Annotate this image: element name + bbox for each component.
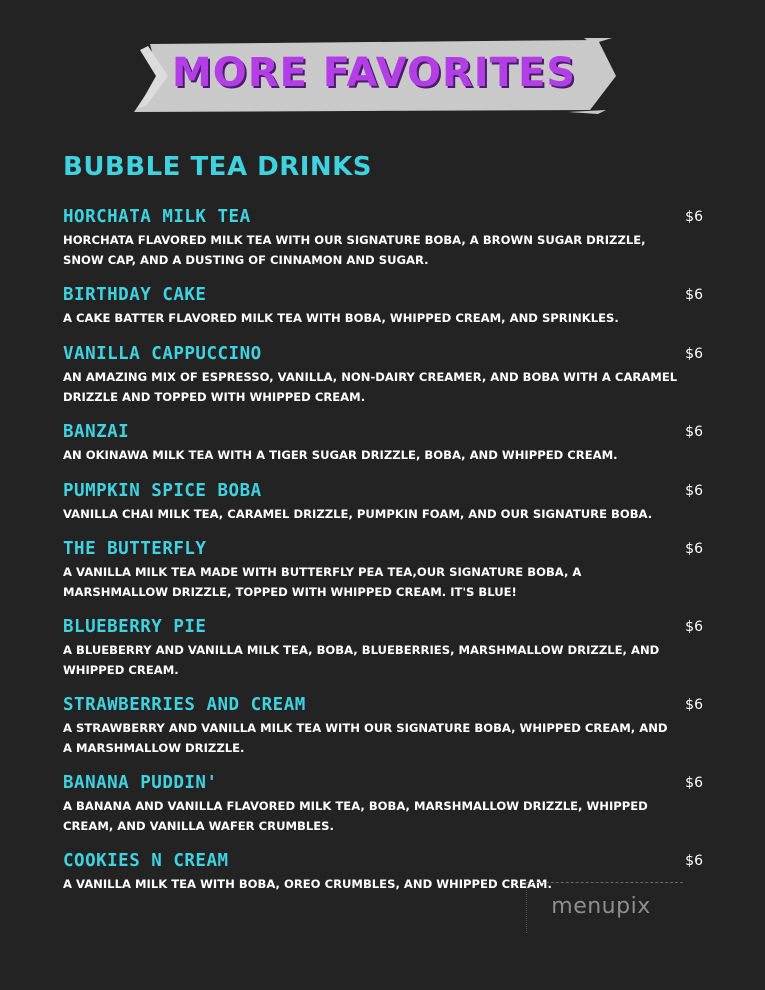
- item-desc: A VANILLA MILK TEA MADE WITH BUTTERFLY PEA TEA,OUR SIGNATURE BOBA, A MARSHMALLOW DRIZZLE, TOPPED WITH WHIPPED CREAM. IT'S BLUE!: [63, 565, 582, 599]
- menu-item: [63, 771, 703, 849]
- item-desc: A BLUEBERRY AND VANILLA MILK TEA, BOBA, BLUEBERRIES, MARSHMALLOW DRIZZLE, AND WHIPPED CREAM.: [63, 643, 660, 677]
- menu-item: [63, 537, 703, 615]
- item-price: $6: [685, 346, 703, 362]
- item-name: BANANA PUDDIN': [63, 773, 218, 793]
- item-price: $6: [685, 287, 703, 303]
- item-price: $6: [685, 697, 703, 713]
- menu-list: [63, 205, 703, 899]
- menu-item: [63, 693, 703, 771]
- item-price: $6: [685, 619, 703, 635]
- item-price: $6: [685, 775, 703, 791]
- item-price: $6: [685, 483, 703, 499]
- menu-item: [63, 479, 703, 537]
- menupix-watermark: [526, 882, 684, 934]
- menu-item: [63, 283, 703, 342]
- item-desc: A STRAWBERRY AND VANILLA MILK TEA WITH OUR SIGNATURE BOBA, WHIPPED CREAM, AND A MARSHMALLOW DRIZZLE.: [63, 721, 668, 755]
- item-name: COOKIES N CREAM: [63, 851, 229, 871]
- item-desc: AN OKINAWA MILK TEA WITH A TIGER SUGAR DRIZZLE, BOBA, AND WHIPPED CREAM.: [63, 448, 618, 462]
- item-desc: AN AMAZING MIX OF ESPRESSO, VANILLA, NON-DAIRY CREAMER, AND BOBA WITH A CARAMEL DRIZZLE AND TOPPED WITH WHIPPED CREAM.: [63, 370, 678, 404]
- item-desc: VANILLA CHAI MILK TEA, CARAMEL DRIZZLE, PUMPKIN FOAM, AND OUR SIGNATURE BOBA.: [63, 507, 653, 521]
- item-price: $6: [685, 853, 703, 869]
- item-name: BANZAI: [63, 422, 130, 442]
- item-name: BLUEBERRY PIE: [63, 617, 207, 637]
- watermark-text: menupix: [551, 894, 651, 919]
- item-name: THE BUTTERFLY: [63, 539, 207, 559]
- item-name: VANILLA CAPPUCCINO: [63, 344, 262, 364]
- item-name: STRAWBERRIES AND CREAM: [63, 695, 306, 715]
- item-desc: A BANANA AND VANILLA FLAVORED MILK TEA, BOBA, MARSHMALLOW DRIZZLE, WHIPPED CREAM, AND VANILLA WAFER CRUMBLES.: [63, 799, 648, 833]
- item-name: PUMPKIN SPICE BOBA: [63, 481, 262, 501]
- item-name: BIRTHDAY CAKE: [63, 285, 207, 305]
- menu-item: [63, 342, 703, 420]
- menu-item: [63, 615, 703, 693]
- banner-title: MORE FAVORITES: [171, 50, 577, 96]
- menu-item: [63, 420, 703, 479]
- item-desc: A CAKE BATTER FLAVORED MILK TEA WITH BOBA, WHIPPED CREAM, AND SPRINKLES.: [63, 311, 619, 325]
- section-title: BUBBLE TEA DRINKS: [63, 152, 373, 182]
- item-price: $6: [685, 541, 703, 557]
- menu-item: [63, 205, 703, 283]
- item-desc: A VANILLA MILK TEA WITH BOBA, OREO CRUMBLES, AND WHIPPED CREAM.: [63, 877, 552, 891]
- header-banner: [128, 36, 620, 116]
- item-price: $6: [685, 424, 703, 440]
- item-desc: HORCHATA FLAVORED MILK TEA WITH OUR SIGNATURE BOBA, A BROWN SUGAR DRIZZLE, SNOW CAP, AND A DUSTING OF CINNAMON AND SUGAR.: [63, 233, 646, 267]
- item-name: HORCHATA MILK TEA: [63, 207, 251, 227]
- item-price: $6: [685, 209, 703, 225]
